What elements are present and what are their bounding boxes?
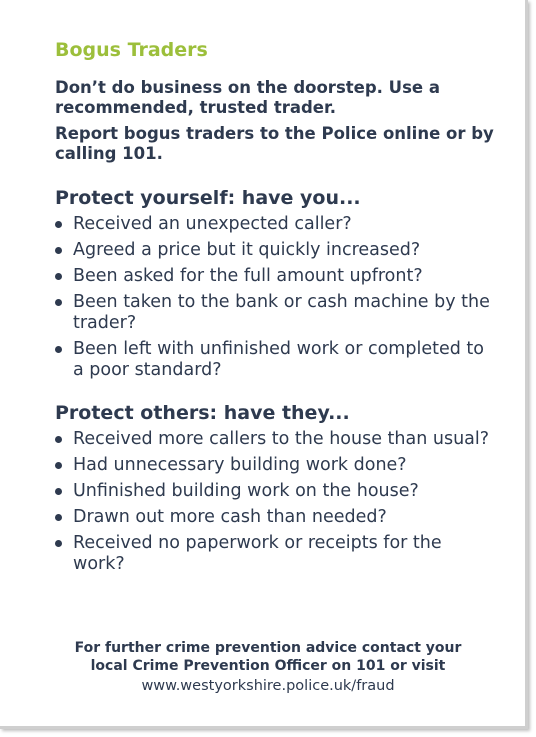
lead-report-advice: Report bogus traders to the Police online or by calling 101. bbox=[55, 124, 494, 163]
bullet-icon bbox=[55, 462, 62, 469]
list-item-text: Drawn out more cash than needed? bbox=[73, 507, 387, 527]
list-item-text: Received no paperwork or receipts for the work? bbox=[73, 533, 442, 574]
footer-contact bbox=[30, 639, 506, 696]
list-item bbox=[55, 429, 495, 450]
footer-line-1: For further crime prevention advice contact your bbox=[74, 640, 462, 656]
list-item bbox=[55, 507, 495, 528]
footer-url-link[interactable]: www.westyorkshire.police.uk/fraud bbox=[141, 678, 395, 694]
bullet-icon bbox=[55, 514, 62, 521]
bullet-icon bbox=[55, 540, 62, 547]
bullet-icon bbox=[55, 346, 62, 353]
section-heading-protect-yourself: Protect yourself: have you... bbox=[55, 187, 361, 209]
list-item bbox=[55, 292, 495, 334]
list-item bbox=[55, 214, 495, 235]
list-item-text: Been left with unfinished work or completed to a poor standard? bbox=[73, 339, 484, 380]
list-item bbox=[55, 266, 495, 287]
bullet-icon bbox=[55, 488, 62, 495]
bullet-icon bbox=[55, 299, 62, 306]
bullet-icon bbox=[55, 436, 62, 443]
list-item-text: Had unnecessary building work done? bbox=[73, 455, 407, 475]
list-item-text: Been asked for the full amount upfront? bbox=[73, 266, 423, 286]
list-item-text: Been taken to the bank or cash machine by the trader? bbox=[73, 292, 490, 333]
list-item bbox=[55, 339, 495, 381]
page-title: Bogus Traders bbox=[55, 39, 208, 61]
lead-doorstep-advice: Don’t do business on the doorstep. Use a recommended, trusted trader. bbox=[55, 78, 440, 117]
list-item-text: Unfinished building work on the house? bbox=[73, 481, 419, 501]
list-item bbox=[55, 533, 495, 575]
list-item-text: Received more callers to the house than usual? bbox=[73, 429, 490, 449]
list-item bbox=[55, 481, 495, 502]
bullet-icon bbox=[55, 273, 62, 280]
list-item bbox=[55, 240, 495, 261]
footer-line-2: local Crime Prevention Officer on 101 or visit bbox=[90, 658, 446, 674]
leaflet-content bbox=[55, 38, 495, 595]
list-item-text: Received an unexpected caller? bbox=[73, 214, 352, 234]
bullet-icon bbox=[55, 221, 62, 228]
protect-yourself-list bbox=[55, 214, 495, 381]
list-item-text: Agreed a price but it quickly increased? bbox=[73, 240, 421, 260]
section-heading-protect-others: Protect others: have they... bbox=[55, 402, 350, 424]
list-item bbox=[55, 455, 495, 476]
bullet-icon bbox=[55, 247, 62, 254]
protect-others-list bbox=[55, 429, 495, 575]
